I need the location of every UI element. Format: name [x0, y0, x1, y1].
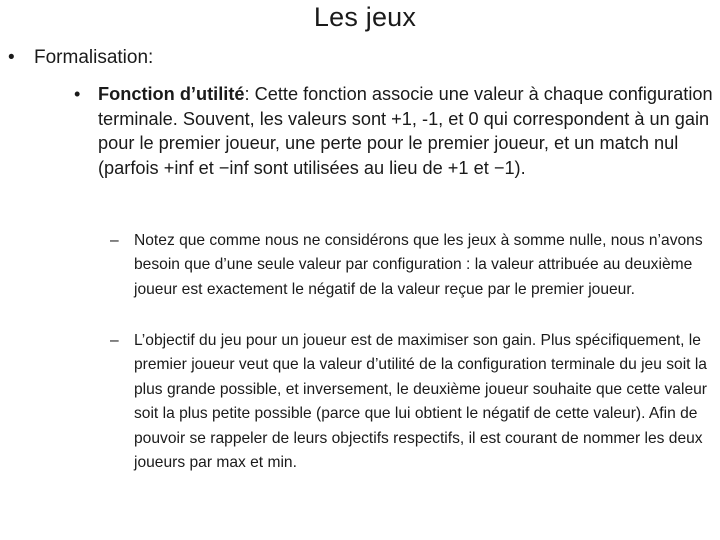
dash-marker: –	[110, 332, 119, 349]
slide-title: Les jeux	[313, 2, 417, 32]
subpoint-somme-nulle	[110, 229, 720, 302]
formalisation-label: Formalisation:	[34, 47, 154, 68]
fonction-utilite-definition: : Cette fonction associe une valeur à chaque configuration terminale. Souvent, les valeurs sont +1, -1, et 0 qui correspondent à un gain pour le premier joueur, une perte pour le premier joueur, et un match nul (parfois +inf et −inf sont utilisées au lieu de +1 et −1).	[98, 84, 713, 178]
bullet-fonction-utilite	[74, 82, 719, 180]
subpoint-objectif	[110, 329, 720, 475]
fonction-utilite-term: Fonction d’utilité	[98, 84, 245, 104]
dash-marker: –	[110, 232, 119, 249]
subpoint-text: L’objectif du jeu pour un joueur est de maximiser son gain. Plus spécifiquement, le premier joueur veut que la valeur d’utilité de la configuration terminale du jeu soit la plus grande possible, et inversement, le deuxième joueur souhaite que cette valeur soit la plus petite possible (parce que lui obtient le négatif de cette valeur). Afin de pouvoir se rappeler de leurs objectifs respectifs, il est courant de nommer les deux joueurs par max et min.	[134, 332, 707, 472]
fonction-utilite-text	[98, 82, 719, 180]
bullet-formalisation	[8, 46, 153, 70]
bullet-marker: •	[74, 84, 81, 104]
bullet-marker: •	[8, 47, 15, 68]
subpoint-text: Notez que comme nous ne considérons que les jeux à somme nulle, nous n’avons besoin que d’une seule valeur par configuration : la valeur attribuée au deuxième joueur est exactement le négatif de la valeur reçue par le premier joueur.	[134, 232, 703, 298]
